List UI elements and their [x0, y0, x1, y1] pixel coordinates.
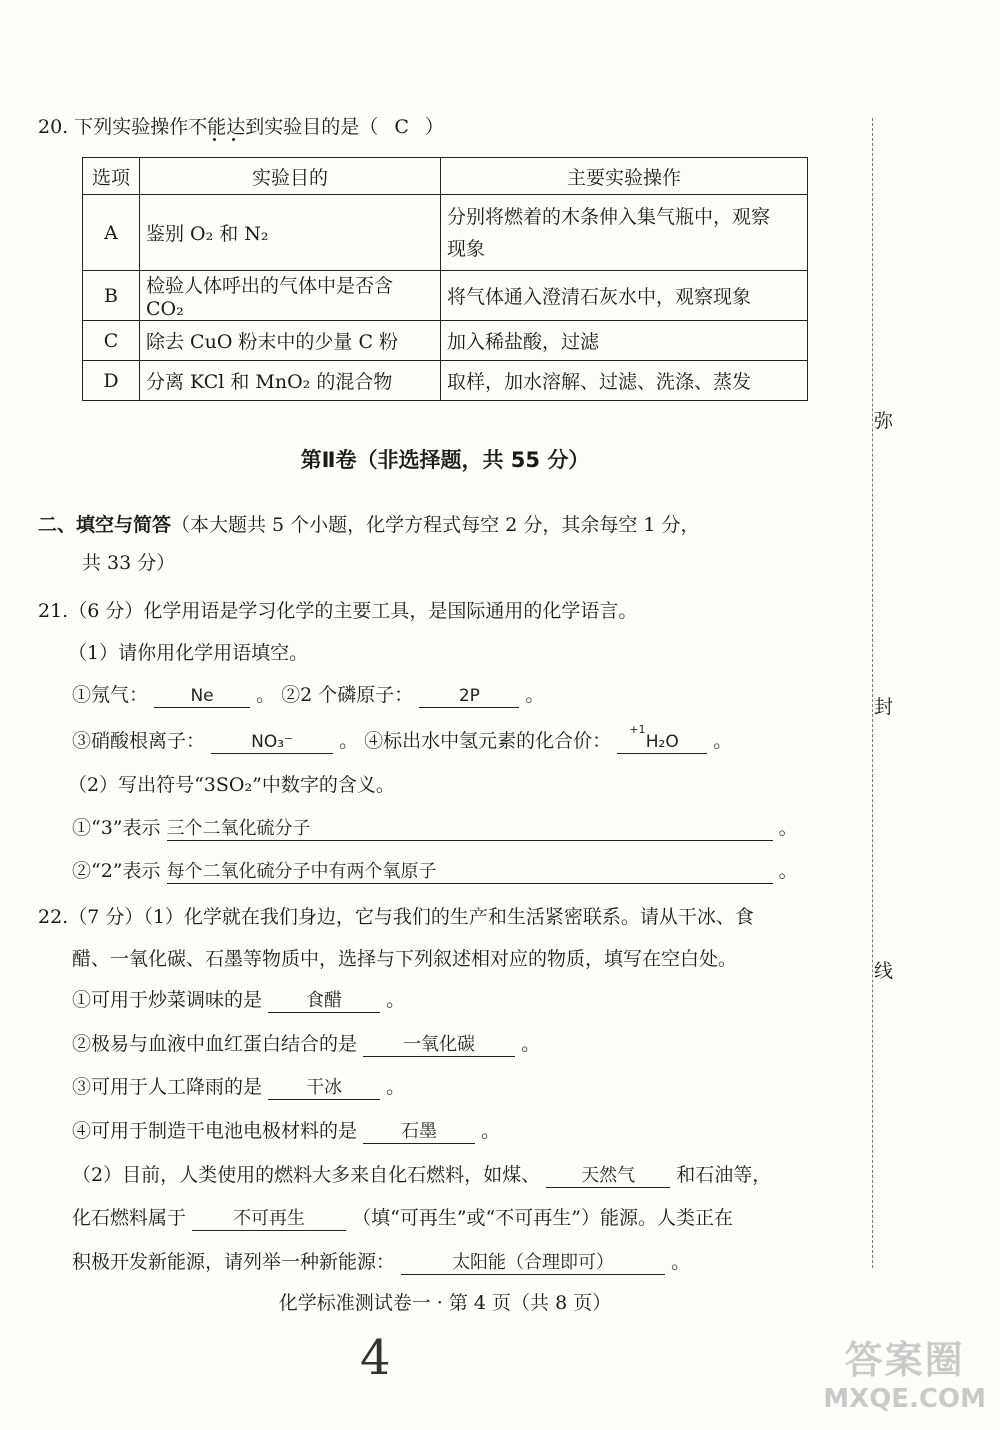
q21-meaning1: [72, 813, 798, 841]
text: （2）目前，人类使用的燃料大多来自化石燃料，如煤、: [72, 1164, 541, 1186]
handwritten-page-number: 4: [360, 1330, 391, 1386]
item-label: ③可用于人工降雨的是: [72, 1076, 263, 1098]
table-row: [83, 195, 808, 271]
q21-meaning2: [72, 856, 798, 884]
item-label: ①可用于炒菜调味的是: [72, 989, 263, 1011]
item-end: 。: [386, 1076, 406, 1098]
answer-blank: 2P: [419, 685, 519, 708]
row-operation: 取样，加水溶解、过滤、洗涤、蒸发: [441, 361, 808, 401]
row-goal: 鉴别 O₂ 和 N₂: [140, 195, 441, 271]
section-title: 第Ⅱ卷（非选择题，共 55 分）: [300, 448, 590, 472]
margin-char-mi: 弥: [874, 402, 893, 437]
text: （填“可再生”或“不可再生”）能源。人类正在: [352, 1207, 733, 1229]
row-operation: 加入稀盐酸，过滤: [441, 321, 808, 361]
answer-blank: NO₃⁻: [211, 731, 333, 754]
q22-stem: 22.（7 分）（1）化学就在我们身边，它与我们的生产和生活紧密联系。请从干冰、食: [38, 906, 754, 928]
header-operation: 主要实验操作: [441, 158, 808, 195]
q21-stem: 21.（6 分）化学用语是学习化学的主要工具，是国际通用的化学语言。: [38, 600, 638, 622]
q20-close: ）: [424, 116, 444, 138]
section-heading-bold: 二、填空与简答: [38, 514, 172, 536]
q21-item3: [72, 723, 733, 754]
row-operation-line: 现象: [447, 237, 486, 260]
watermark-logo: [823, 1329, 986, 1414]
q22-item1: [72, 985, 405, 1013]
q22-part2-line1: [72, 1160, 771, 1188]
text: 。: [671, 1251, 691, 1273]
text: 化石燃料属于: [72, 1207, 187, 1229]
q21-part2: （2）写出符号“3SO₂”中数字的含义。: [68, 774, 395, 796]
table-row: [83, 361, 808, 401]
item-label: ④可用于制造干电池电极材料的是: [72, 1120, 358, 1142]
item-end: 。: [339, 730, 359, 752]
answer-blank: 三个二氧化硫分子: [167, 818, 773, 841]
q20-stem: [38, 112, 444, 139]
answer-blank: 天然气: [546, 1165, 670, 1188]
item-end: 。: [521, 1033, 541, 1055]
item-end: 。: [386, 989, 406, 1011]
emphasis-dot: [232, 138, 235, 141]
row-option: D: [83, 361, 140, 401]
q22-part2-line3: [72, 1247, 690, 1275]
q22-item2: [72, 1029, 540, 1057]
section-heading-cont: 共 33 分）: [82, 552, 176, 574]
section-heading-text: （本大题共 5 个小题，化学方程式每空 2 分，其余每空 1 分，: [171, 514, 700, 536]
margin-char-feng: 封: [874, 688, 893, 723]
item-end: 。: [778, 817, 798, 839]
section-heading: [38, 510, 700, 537]
row-operation: 将气体通入澄清石灰水中，观察现象: [441, 271, 808, 321]
row-goal: 除去 CuO 粉末中的少量 C 粉: [140, 321, 441, 361]
item-label: ②“2”表示: [72, 860, 161, 882]
answer-text: H₂O: [645, 732, 679, 752]
watermark-text: 答案圈: [844, 1338, 965, 1382]
q20-answer: C: [394, 116, 409, 138]
answer-blank: [617, 723, 707, 754]
item-end: 。: [713, 730, 733, 752]
row-option: A: [83, 195, 140, 271]
table-row: [83, 321, 808, 361]
row-goal: 分离 KCl 和 MnO₂ 的混合物: [140, 361, 441, 401]
item-label: ①“3”表示: [72, 817, 161, 839]
row-option: C: [83, 321, 140, 361]
margin-char-xian: 线: [874, 952, 893, 987]
q21-part1: （1）请你用化学用语填空。: [68, 642, 309, 664]
q22-part2-line2: [72, 1203, 733, 1231]
item-label: ①氖气：: [72, 684, 149, 706]
item-label: ④标出水中氢元素的化合价：: [364, 730, 612, 752]
row-operation-line: 分别将燃着的木条伸入集气瓶中，观察: [447, 205, 771, 228]
table-row: [83, 271, 808, 321]
q22-item4: [72, 1116, 500, 1144]
item-label: ②2 个磷原子：: [281, 684, 414, 706]
answer-blank: 每个二氧化硫分子中有两个氧原子: [167, 861, 773, 884]
answer-blank: 石墨: [363, 1121, 475, 1144]
answer-blank: 太阳能（合理即可）: [401, 1252, 665, 1275]
answer-blank: 干冰: [268, 1077, 380, 1100]
page-footer: 化学标准测试卷一 · 第 4 页（共 8 页）: [278, 1292, 612, 1314]
answer-blank: 一氧化碳: [363, 1034, 515, 1057]
q20-table: [82, 157, 808, 401]
header-option: 选项: [83, 158, 140, 195]
answer-blank: 食醋: [268, 990, 380, 1013]
row-goal: 检验人体呼出的气体中是否含 CO₂: [140, 271, 441, 321]
text: 积极开发新能源，请列举一种新能源：: [72, 1251, 396, 1273]
item-end: 。: [256, 684, 276, 706]
emphasis-dot: [213, 138, 216, 141]
row-operation: [441, 195, 808, 271]
item-end: 。: [778, 860, 798, 882]
header-goal: 实验目的: [140, 158, 441, 195]
text: 和石油等，: [676, 1164, 772, 1186]
watermark-url: MXQE.COM: [823, 1384, 986, 1414]
item-end: 。: [481, 1120, 501, 1142]
q21-item1: [72, 680, 544, 708]
item-end: 。: [525, 684, 545, 706]
binding-margin-line: [872, 118, 873, 1268]
q20-stem-text: 20. 下列实验操作不能达到实验目的是（: [38, 116, 379, 138]
charge-mark: +1: [629, 723, 646, 736]
q22-stem-cont: 醋、一氧化碳、石墨等物质中，选择与下列叙述相对应的物质，填写在空白处。: [72, 948, 738, 970]
row-option: B: [83, 271, 140, 321]
answer-blank: Ne: [154, 685, 250, 708]
item-label: ②极易与血液中血红蛋白结合的是: [72, 1033, 358, 1055]
answer-blank: 不可再生: [192, 1208, 346, 1231]
item-label: ③硝酸根离子：: [72, 730, 206, 752]
table-header-row: [83, 158, 808, 195]
q22-item3: [72, 1072, 405, 1100]
